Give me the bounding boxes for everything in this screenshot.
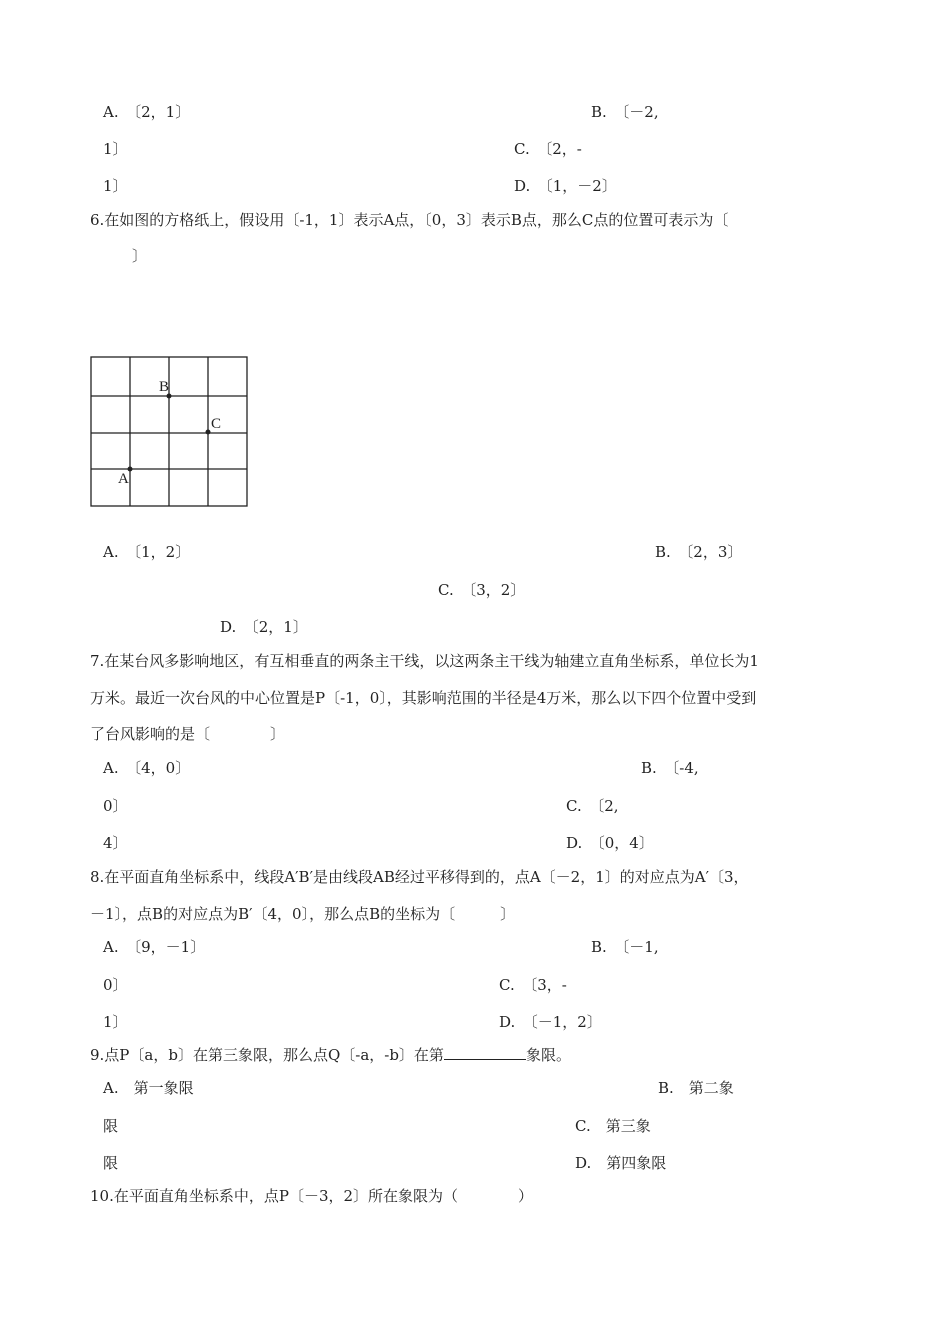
q10-stem: 10.在平面直角坐标系中，点P〔－3，2〕所在象限为（ ） (90, 1187, 534, 1205)
q8-stem-line1: 8.在平面直角坐标系中，线段A′B′是由线段AB经过平移得到的，点A〔－2，1〕的对应点为A′〔3， (90, 868, 749, 886)
q5-option-a: A. 〔2，1〕 (103, 103, 191, 121)
q7-option-c: C. 〔2, (566, 797, 619, 815)
q5-option-c: C. 〔2，- (514, 140, 582, 158)
q9-option-b-cont: 限 (103, 1117, 119, 1135)
q8-option-b-cont: 0〕 (103, 976, 128, 994)
q8-stem-line2: －1〕，点B的对应点为B′〔4，0〕，那么点B的坐标为〔 〕 (90, 905, 516, 923)
q5-option-b-cont: 1〕 (103, 140, 128, 158)
q9-option-c-cont: 限 (103, 1154, 119, 1172)
q7-stem-line1: 7.在某台风多影响地区，有互相垂直的两条主干线，以这两条主干线为轴建立直角坐标系，单位长为1 (90, 652, 759, 670)
q5-option-b: B. 〔－2, (591, 103, 659, 121)
q5-option-c-cont: 1〕 (103, 177, 128, 195)
q5-option-d: D. 〔1，－2〕 (514, 177, 617, 195)
q8-option-d: D. 〔－1，2〕 (499, 1013, 602, 1031)
q9-option-d: D. 第四象限 (575, 1154, 667, 1172)
q7-option-b-cont: 0〕 (103, 797, 128, 815)
q8-option-c-cont: 1〕 (103, 1013, 128, 1031)
q7-stem-line3: 了台风影响的是〔 〕 (90, 725, 286, 743)
label-c: C (211, 416, 222, 432)
q9-answer-blank[interactable] (444, 1045, 526, 1060)
q9-stem (90, 1045, 571, 1065)
q7-option-d: D. 〔0，4〕 (566, 834, 654, 852)
q7-option-c-cont: 4〕 (103, 834, 128, 852)
q7-stem-line2: 万米。最近一次台风的中心位置是P〔-1，0〕，其影响范围的半径是4万米，那么以下四个位置中受到 (90, 689, 757, 707)
q6-option-b: B. 〔2，3〕 (655, 543, 743, 561)
q9-option-c: C. 第三象 (575, 1117, 651, 1135)
q7-option-b: B. 〔-4, (641, 759, 699, 777)
q8-option-c: C. 〔3，- (499, 976, 567, 994)
q6-option-d: D. 〔2，1〕 (220, 618, 308, 636)
q6-stem-line1: 6.在如图的方格纸上，假设用〔-1，1〕表示A点，〔0，3〕表示B点，那么C点的位置可表示为〔 (90, 211, 729, 229)
grid-figure (90, 356, 250, 510)
q9-option-b: B. 第二象 (658, 1079, 734, 1097)
label-b: B (159, 379, 170, 395)
point-c (206, 430, 211, 435)
q6-option-c: C. 〔3，2〕 (438, 581, 526, 599)
q6-stem-line2: 〕 (132, 247, 148, 265)
q9-stem-before: 9.点P〔a，b〕在第三象限，那么点Q〔-a，-b〕在第 (90, 1046, 444, 1064)
q9-stem-after: 象限。 (525, 1046, 571, 1064)
q7-option-a: A. 〔4，0〕 (103, 759, 191, 777)
q8-option-b: B. 〔－1, (591, 938, 659, 956)
label-a: A (118, 471, 129, 487)
q9-option-a: A. 第一象限 (103, 1079, 194, 1097)
q8-option-a: A. 〔9，－1〕 (103, 938, 206, 956)
q6-option-a: A. 〔1，2〕 (103, 543, 191, 561)
